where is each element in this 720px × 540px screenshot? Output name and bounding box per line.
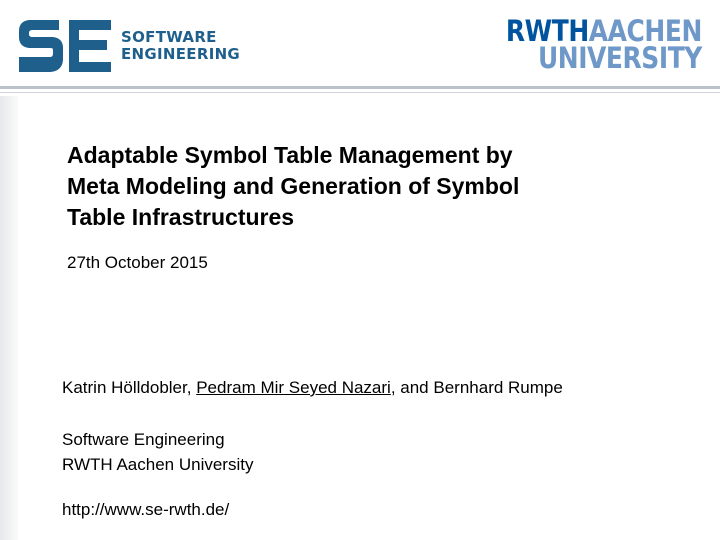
- affiliation-group: Software Engineering: [62, 430, 225, 449]
- rwth-logo-rwth: RWTH: [506, 14, 589, 48]
- header-divider: [0, 86, 720, 89]
- header-divider-thin: [0, 92, 720, 93]
- se-logo-word-engineering: ENGINEERING: [121, 45, 241, 63]
- se-logo-mark-icon: [19, 20, 111, 72]
- presenting-author-name: Pedram Mir Seyed Nazari: [196, 378, 391, 397]
- rwth-logo-aachen: AACHEN: [588, 14, 702, 48]
- slide-title-line-2: Meta Modeling and Generation of Symbol: [67, 173, 520, 199]
- affiliation: [62, 427, 253, 477]
- slide-title-line-3: Table Infrastructures: [67, 204, 295, 230]
- se-logo-text: [121, 29, 240, 63]
- author-separator: , and: [390, 378, 434, 397]
- author-list: [62, 378, 563, 398]
- affiliation-university: RWTH Aachen University: [62, 455, 254, 474]
- se-logo: [19, 18, 240, 74]
- slide-date: 27th October 2015: [67, 253, 208, 272]
- se-logo-word-software: SOFTWARE: [121, 28, 217, 46]
- rwth-logo: [474, 14, 702, 75]
- slide-title: [67, 140, 667, 233]
- slide-header: [0, 0, 720, 96]
- website-url: http://www.se-rwth.de/: [62, 500, 230, 519]
- author-name: Katrin Hölldobler: [62, 378, 187, 397]
- author-name: Bernhard Rumpe: [433, 378, 563, 397]
- left-margin-shade: [0, 96, 18, 540]
- slide-title-line-1: Adaptable Symbol Table Management by: [67, 142, 513, 168]
- author-separator: ,: [186, 378, 197, 397]
- rwth-logo-university: UNIVERSITY: [538, 41, 702, 75]
